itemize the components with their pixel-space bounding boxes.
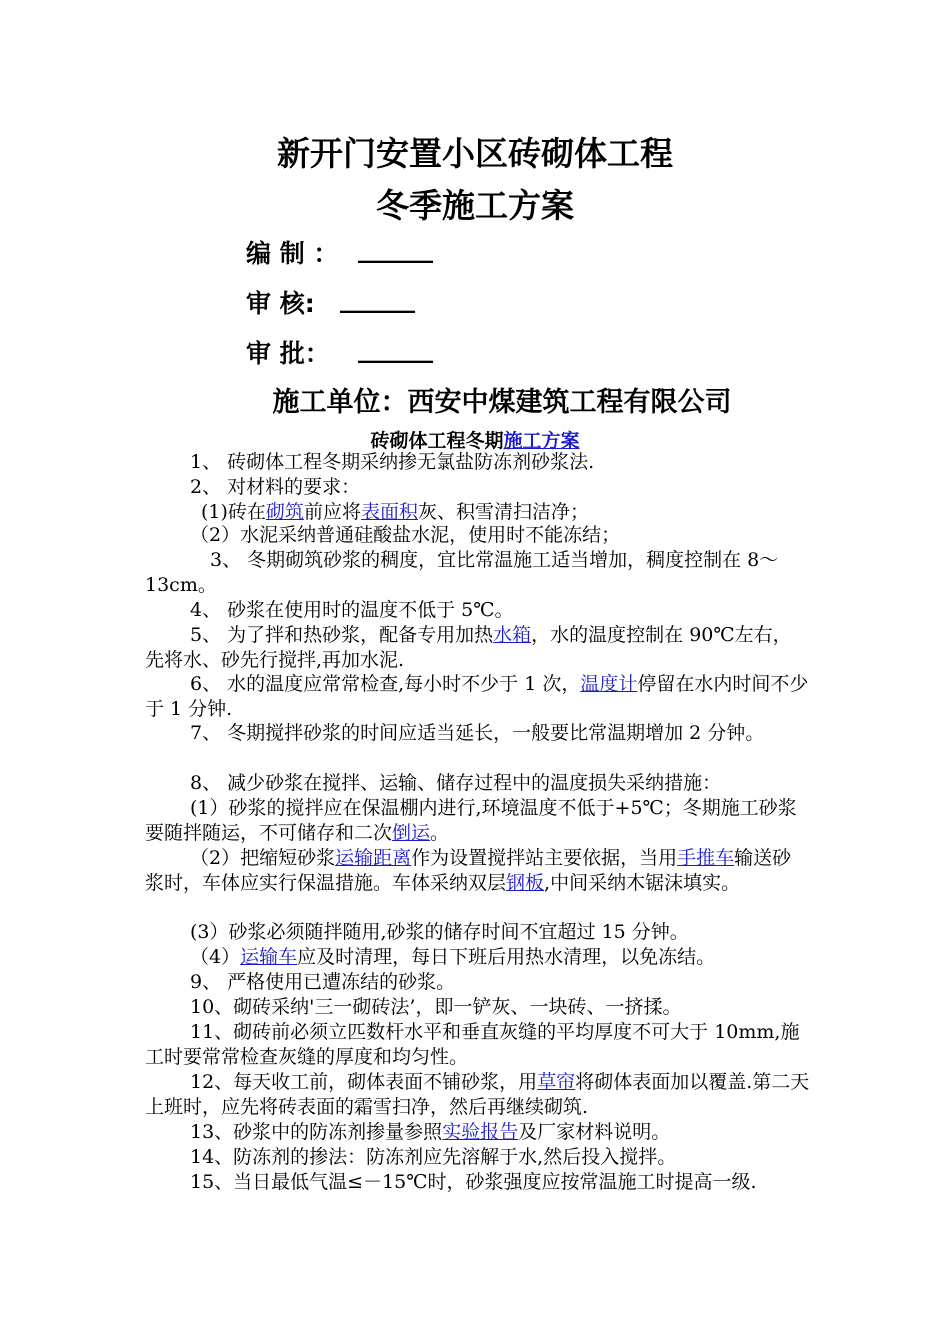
paragraph-15 [145,1170,810,1195]
paragraph-text: 8、 减少砂浆在搅拌、运输、储存过程中的温度损失采纳措施： [190,772,722,794]
document-subtitle: 冬季施工方案 [376,186,574,225]
paragraph-6 [145,672,810,722]
paragraph-text: 6、 水的温度应常常检查,每小时不少于 1 次， [190,673,581,695]
paragraph-text: （2）水泥采纳普通硅酸盐水泥，使用时不能冻结； [190,524,621,546]
paragraph-8-4 [145,945,810,970]
paragraph-1 [145,450,810,475]
paragraph-text: 作为设置搅拌站主要依据，当用 [411,847,678,869]
paragraph-text: 10、砌砖采纳'三一砌砖法’，即一铲灰、一块砖、一挤揉。 [190,996,682,1018]
paragraph-text: 5、 为了拌和热砂浆，配备专用加热 [190,624,494,646]
paragraph-text: 。 [430,822,450,844]
company-name: 施工单位：西安中煤建筑工程有限公司 [272,387,732,418]
sign-compiler [246,234,338,270]
paragraph-text: 2、 对材料的要求： [190,476,361,498]
paragraph-8-2 [145,846,810,896]
paragraph-text: 将砌体表面加以覆盖.第二天上班时，应先将砖表面的霜雪扫净，然后再继续砌筑. [145,1071,810,1118]
sign-blank: ______ [340,284,415,313]
paragraph-text: 停留在水内时间不少于 1 分钟. [145,673,809,720]
sign-label: 编 制 ： [246,239,339,268]
section-title-text: 砖砌体工程冬期 [370,430,504,452]
sign-blank: ______ [358,234,433,263]
paragraph-8 [145,771,810,796]
paragraph-text: 11、砌砖前必须立匹数杆水平和垂直灰缝的平均厚度不可大于 10mm,施工时要常常检查灰缝的厚度和均匀性。 [145,1021,800,1068]
paragraph-8-1 [145,796,810,846]
paragraph-text: （4） [190,946,241,968]
paragraph-text: (3）砂浆必须随拌随用,砂浆的储存时间不宜超过 15 分钟。 [190,921,689,943]
link-straw-mat[interactable]: 草帘 [537,1071,576,1093]
paragraph-text: (1)砖在 [201,501,266,523]
link-steel-plate[interactable]: 钢板 [506,872,545,894]
link-water-tank[interactable]: 水箱 [493,624,532,646]
sign-label: 审 核: [246,289,315,318]
paragraph-10 [145,995,810,1020]
sign-label: 审 批： [246,339,330,368]
paragraph-text: 1、 砖砌体工程冬期采纳掺无氯盐防冻剂砂浆法. [190,451,595,473]
sign-reviewer [246,284,315,320]
paragraph-8-3 [145,920,810,945]
paragraph-text: 13、砂浆中的防冻剂掺量参照 [190,1121,443,1143]
paragraph-14 [145,1145,810,1170]
paragraph-text: 15、当日最低气温≤－15℃时，砂浆强度应按常温施工时提高一级. [190,1171,757,1193]
link-reshipment[interactable]: 倒运 [392,822,431,844]
link-transport-distance[interactable]: 运输距离 [335,847,412,869]
paragraph-text: （2）把缩短砂浆 [190,847,336,869]
link-handcart[interactable]: 手推车 [677,847,735,869]
paragraph-text: 及厂家材料说明。 [518,1121,671,1143]
paragraph-text: 9、 严格使用已遭冻结的砂浆。 [190,971,456,993]
paragraph-text: 输送砂浆时，车体应实行保温措施。车体采纳双层 [145,847,792,894]
paragraph-2-2 [145,523,810,548]
paragraph-text: 7、 冬期搅拌砂浆的时间应适当延长，一般要比常温期增加 2 分钟。 [190,722,765,744]
paragraph-2 [145,475,810,500]
link-test-report[interactable]: 实验报告 [442,1121,519,1143]
link-thermometer[interactable]: 温度计 [580,673,638,695]
paragraph-text: 12、每天收工前，砌体表面不铺砂浆，用 [190,1071,538,1093]
link-surface-area[interactable]: 表面积 [360,501,418,523]
link-transport-vehicle[interactable]: 运输车 [240,946,298,968]
paragraph-5 [145,623,810,673]
paragraph-3 [145,548,810,598]
sign-blank: ______ [358,334,433,363]
paragraph-11 [145,1020,810,1070]
link-construction-plan[interactable]: 施工方案 [503,430,580,452]
paragraph-text: 灰、积雪清扫洁净； [417,501,589,523]
paragraph-text: ,中间采纳木锯沫填实。 [544,872,741,894]
paragraph-text: 4、 砂浆在使用时的温度不低于 5℃。 [190,599,514,621]
sign-approver [246,334,330,370]
document-title: 新开门安置小区砖砌体工程 [277,134,673,173]
paragraph-7 [145,721,810,746]
section-title [0,426,950,453]
link-masonry[interactable]: 砌筑 [265,501,304,523]
paragraph-12 [145,1070,810,1120]
paragraph-text: 应及时清理，每日下班后用热水清理，以免冻结。 [297,946,716,968]
paragraph-text: 前应将 [303,501,361,523]
paragraph-2-1 [145,500,810,525]
paragraph-text: ，水的温度控制在 90℃左右，先将水、砂先行搅拌,再加水泥. [145,624,792,671]
paragraph-text: (1）砂浆的搅拌应在保温棚内进行,环境温度不低于+5℃；冬期施工砂浆要随拌随运，不可储存和二次 [145,797,797,844]
paragraph-13 [145,1120,810,1145]
paragraph-text: 3、 冬期砌筑砂浆的稠度，宜比常温施工适当增加，稠度控制在 8～13cm。 [145,549,779,596]
paragraph-text: 14、防冻剂的掺法：防冻剂应先溶解于水,然后投入搅拌。 [190,1146,677,1168]
paragraph-9 [145,970,810,995]
paragraph-4 [145,598,810,623]
